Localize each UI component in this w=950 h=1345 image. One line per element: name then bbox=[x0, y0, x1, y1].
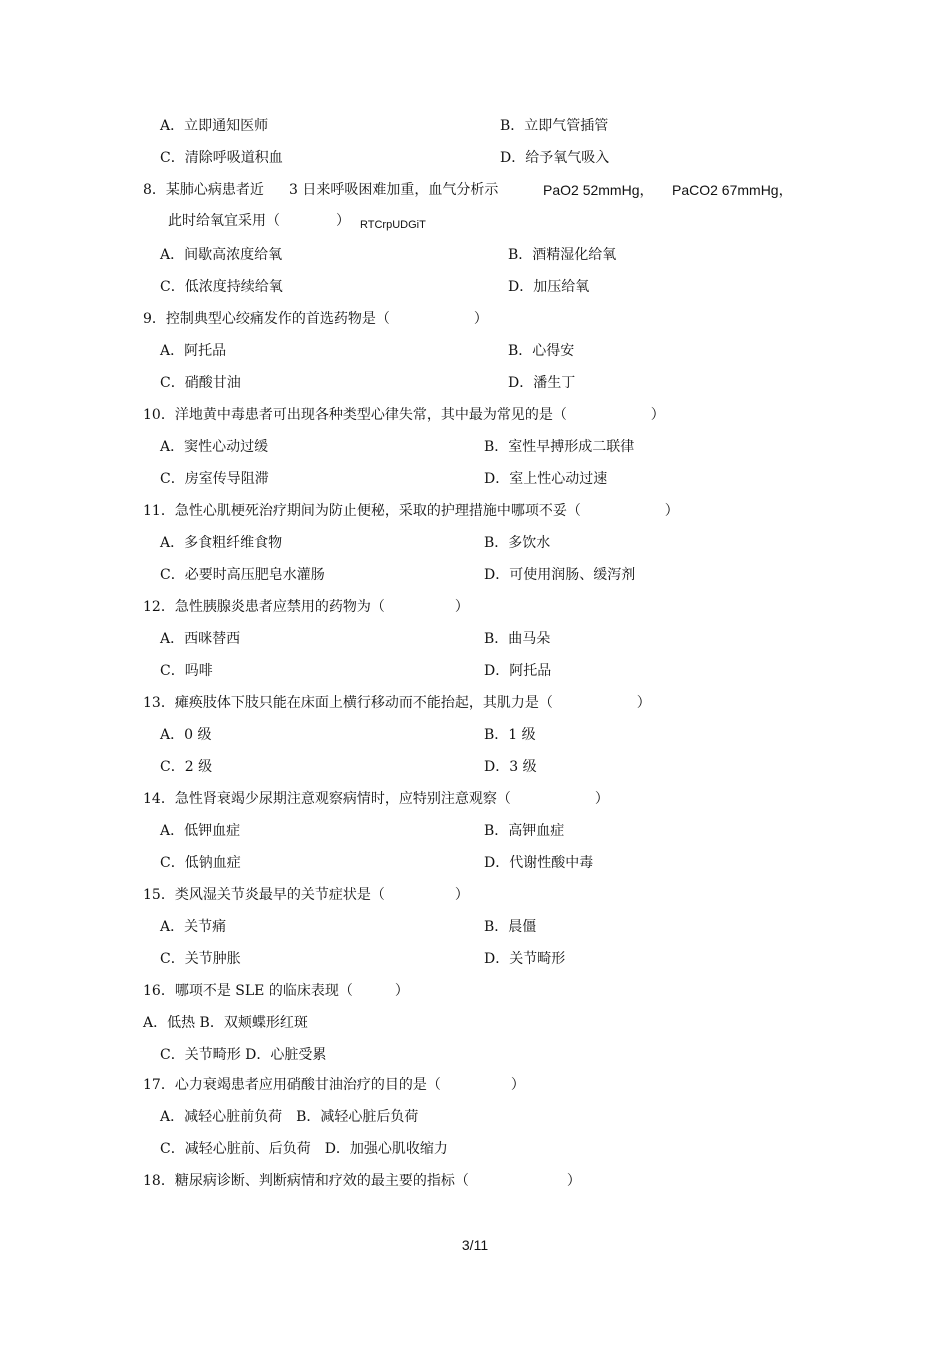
q14-option-d: D．代谢性酸中毒 bbox=[484, 855, 594, 871]
q15-stem: 15．类风湿关节炎最早的关节症状是（ ） bbox=[143, 887, 469, 903]
q10-option-a: A．窦性心动过缓 bbox=[160, 439, 269, 455]
q8-watermark: RTCrpUDGiT bbox=[360, 219, 426, 231]
q10-stem: 10．洋地黄中毒患者可出现各种类型心律失常，其中最为常见的是（ ） bbox=[143, 407, 665, 423]
q13-option-c: C．2 级 bbox=[160, 759, 213, 775]
q16-stem: 16．哪项不是 SLE 的临床表现（ ） bbox=[143, 983, 409, 999]
q8-stem-part2: 3 日来呼吸困难加重，血气分析示 bbox=[289, 182, 499, 198]
q10-option-c: C．房室传导阻滞 bbox=[160, 471, 269, 487]
q15-option-c: C．关节肿胀 bbox=[160, 951, 241, 967]
q8-option-d: D．加压给氧 bbox=[508, 279, 590, 295]
q12-option-c: C．吗啡 bbox=[160, 663, 213, 679]
page-number: 3/11 bbox=[461, 1237, 489, 1253]
q12-stem: 12．急性胰腺炎患者应禁用的药物为（ ） bbox=[143, 599, 469, 615]
q13-option-a: A．0 级 bbox=[160, 727, 212, 743]
q10-option-d: D．室上性心动过速 bbox=[484, 471, 608, 487]
q7-option-d: D．给予氧气吸入 bbox=[500, 150, 610, 166]
q14-option-c: C．低钠血症 bbox=[160, 855, 241, 871]
q8-option-c: C．低浓度持续给氧 bbox=[160, 279, 283, 295]
q13-stem: 13．瘫痪肢体下肢只能在床面上横行移动而不能抬起，其肌力是（ ） bbox=[143, 695, 651, 711]
q7-option-a: A．立即通知医师 bbox=[160, 118, 269, 134]
q9-option-d: D．潘生丁 bbox=[508, 375, 576, 391]
q8-stem-part1: 8．某肺心病患者近 bbox=[143, 182, 264, 198]
q12-option-a: A．西咪替西 bbox=[160, 631, 241, 647]
q8-stem-line2: 此时给氧宜采用（ ） bbox=[168, 213, 350, 229]
q11-option-a: A．多食粗纤维食物 bbox=[160, 535, 283, 551]
q15-option-b: B．晨僵 bbox=[484, 919, 537, 935]
q14-option-a: A．低钾血症 bbox=[160, 823, 241, 839]
q11-option-d: D．可使用润肠、缓泻剂 bbox=[484, 567, 636, 583]
q13-option-d: D．3 级 bbox=[484, 759, 537, 775]
q9-option-c: C．硝酸甘油 bbox=[160, 375, 241, 391]
q9-option-b: B．心得安 bbox=[508, 343, 575, 359]
q9-option-a: A．阿托品 bbox=[160, 343, 227, 359]
q7-option-b: B．立即气管插管 bbox=[500, 118, 609, 134]
q11-option-c: C．必要时高压肥皂水灌肠 bbox=[160, 567, 325, 583]
q17-options-ab: A．减轻心脏前负荷 B．减轻心脏后负荷 bbox=[160, 1109, 419, 1125]
q13-option-b: B．1 级 bbox=[484, 727, 536, 743]
q14-option-b: B．高钾血症 bbox=[484, 823, 565, 839]
q11-stem: 11．急性心肌梗死治疗期间为防止便秘，采取的护理措施中哪项不妥（ ） bbox=[143, 503, 679, 519]
q9-stem: 9．控制典型心绞痛发作的首选药物是（ ） bbox=[143, 311, 488, 327]
q10-option-b: B．室性早搏形成二联律 bbox=[484, 439, 635, 455]
q8-paco2: PaCO2 67mmHg， bbox=[672, 182, 793, 198]
q16-options-cd: C．关节畸形 D．心脏受累 bbox=[160, 1047, 327, 1063]
q8-option-a: A．间歇高浓度给氧 bbox=[160, 247, 283, 263]
q17-stem: 17．心力衰竭患者应用硝酸甘油治疗的目的是（ ） bbox=[143, 1077, 525, 1093]
q15-option-d: D．关节畸形 bbox=[484, 951, 566, 967]
q14-stem: 14．急性肾衰竭少尿期注意观察病情时，应特别注意观察（ ） bbox=[143, 791, 609, 807]
q12-option-b: B．曲马朵 bbox=[484, 631, 551, 647]
q8-pao2: PaO2 52mmHg， bbox=[543, 182, 654, 198]
q8-option-b: B．酒精湿化给氧 bbox=[508, 247, 617, 263]
q18-stem: 18．糖尿病诊断、判断病情和疗效的最主要的指标（ ） bbox=[143, 1173, 581, 1189]
q12-option-d: D．阿托品 bbox=[484, 663, 552, 679]
q7-option-c: C．清除呼吸道积血 bbox=[160, 150, 283, 166]
q17-options-cd: C．减轻心脏前、后负荷 D．加强心肌收缩力 bbox=[160, 1141, 448, 1157]
q15-option-a: A．关节痛 bbox=[160, 919, 227, 935]
q16-options-ab: A．低热 B．双颊蝶形红斑 bbox=[143, 1015, 308, 1031]
q11-option-b: B．多饮水 bbox=[484, 535, 551, 551]
